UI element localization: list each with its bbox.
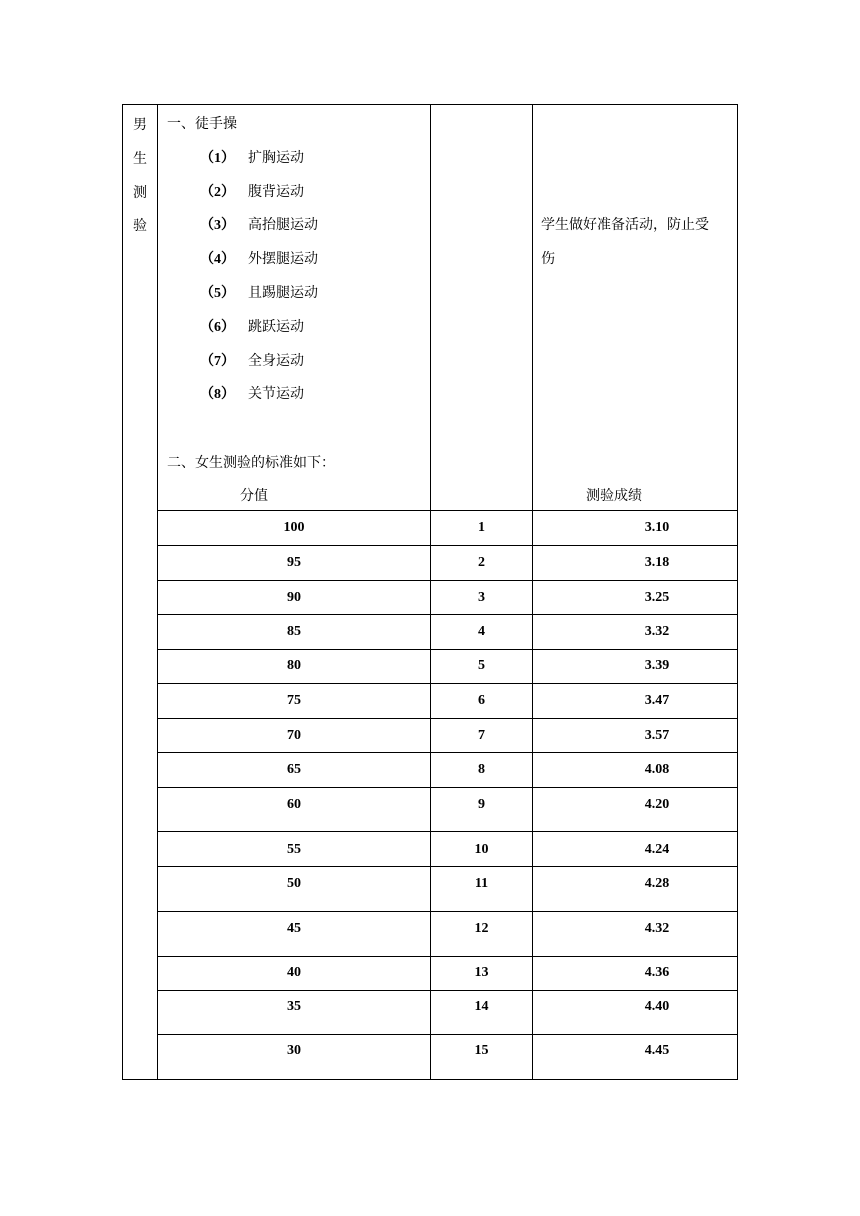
index-cell: 7 <box>478 728 485 743</box>
result-cell: 4.24 <box>644 842 670 857</box>
score-cell: 80 <box>287 658 301 673</box>
table-row-divider <box>157 683 738 684</box>
score-cell: 70 <box>287 728 301 743</box>
side-label-char: 验 <box>133 218 147 234</box>
exercise-label: 全身运动 <box>248 353 304 369</box>
index-cell: 6 <box>478 693 485 708</box>
result-cell: 4.20 <box>644 797 670 812</box>
score-cell: 50 <box>287 876 301 891</box>
side-label-char: 男 <box>133 117 147 133</box>
index-cell: 9 <box>478 797 485 812</box>
score-cell: 40 <box>287 965 301 980</box>
exercise-label: 腹背运动 <box>248 184 304 200</box>
exercise-number: （2） <box>200 185 235 200</box>
exercise-number: （5） <box>200 286 235 301</box>
result-cell: 4.28 <box>644 876 670 891</box>
exercise-number: （4） <box>200 252 235 267</box>
index-cell: 10 <box>474 842 489 857</box>
table-row-divider <box>157 990 738 991</box>
score-cell: 75 <box>287 693 301 708</box>
exercise-number: （7） <box>200 354 235 369</box>
result-cell: 4.36 <box>644 965 670 980</box>
result-cell: 4.40 <box>644 999 670 1014</box>
index-cell: 12 <box>474 921 489 936</box>
index-cell: 15 <box>474 1043 489 1058</box>
result-cell: 3.10 <box>644 520 670 535</box>
score-cell: 45 <box>287 921 301 936</box>
score-cell: 35 <box>287 999 301 1014</box>
exercise-label: 高抬腿运动 <box>248 217 318 233</box>
result-cell: 3.39 <box>644 658 670 673</box>
exercise-number: （3） <box>200 218 235 233</box>
index-cell: 5 <box>478 658 485 673</box>
table-row-divider <box>157 866 738 867</box>
section1-heading: 一、徒手操 <box>167 116 237 132</box>
exercise-number: （1） <box>200 151 235 166</box>
table-row-divider <box>157 580 738 581</box>
score-column-header: 分值 <box>240 488 268 504</box>
result-cell: 3.25 <box>644 590 670 605</box>
index-cell: 3 <box>478 590 485 605</box>
exercise-label: 且踢腿运动 <box>248 285 318 301</box>
index-cell: 11 <box>474 876 489 891</box>
table-row-divider <box>157 911 738 912</box>
table-row-divider <box>157 831 738 832</box>
exercise-label: 跳跃运动 <box>248 319 304 335</box>
result-cell: 3.32 <box>644 624 670 639</box>
index-cell: 8 <box>478 762 485 777</box>
table-row-divider <box>157 1034 738 1035</box>
exercise-label: 扩胸运动 <box>248 150 304 166</box>
result-cell: 4.45 <box>644 1043 670 1058</box>
score-cell: 65 <box>287 762 301 777</box>
index-cell: 1 <box>478 520 485 535</box>
exercise-label: 关节运动 <box>248 386 304 402</box>
result-cell: 3.57 <box>644 728 670 743</box>
table-row-divider <box>157 614 738 615</box>
side-label-char: 测 <box>133 185 147 201</box>
index-cell: 14 <box>474 999 489 1014</box>
score-cell: 90 <box>287 590 301 605</box>
result-cell: 3.47 <box>644 693 670 708</box>
table-row-divider <box>157 752 738 753</box>
score-cell: 55 <box>287 842 301 857</box>
score-cell: 30 <box>287 1043 301 1058</box>
score-cell: 100 <box>283 520 305 535</box>
result-cell: 4.32 <box>644 921 670 936</box>
table-row-divider <box>157 718 738 719</box>
index-cell: 2 <box>478 555 485 570</box>
result-cell: 3.18 <box>644 555 670 570</box>
table-row-divider <box>157 649 738 650</box>
table-row-divider <box>157 545 738 546</box>
score-cell: 85 <box>287 624 301 639</box>
index-cell: 4 <box>478 624 485 639</box>
exercise-label: 外摆腿运动 <box>248 251 318 267</box>
exercise-number: （6） <box>200 320 235 335</box>
note-line-2: 伤 <box>541 251 555 267</box>
index-cell: 13 <box>474 965 489 980</box>
exercise-number: （8） <box>200 387 235 402</box>
divider-index-column <box>532 104 533 1080</box>
side-label-char: 生 <box>133 151 147 167</box>
table-row-divider <box>157 787 738 788</box>
table-row-divider <box>157 510 738 511</box>
section2-heading: 二、女生测验的标准如下： <box>167 455 335 471</box>
result-column-header: 测验成绩 <box>586 488 642 504</box>
result-cell: 4.08 <box>644 762 670 777</box>
score-cell: 60 <box>287 797 301 812</box>
note-line-1: 学生做好准备活动，防止受 <box>541 217 709 233</box>
score-cell: 95 <box>287 555 301 570</box>
table-row-divider <box>157 956 738 957</box>
